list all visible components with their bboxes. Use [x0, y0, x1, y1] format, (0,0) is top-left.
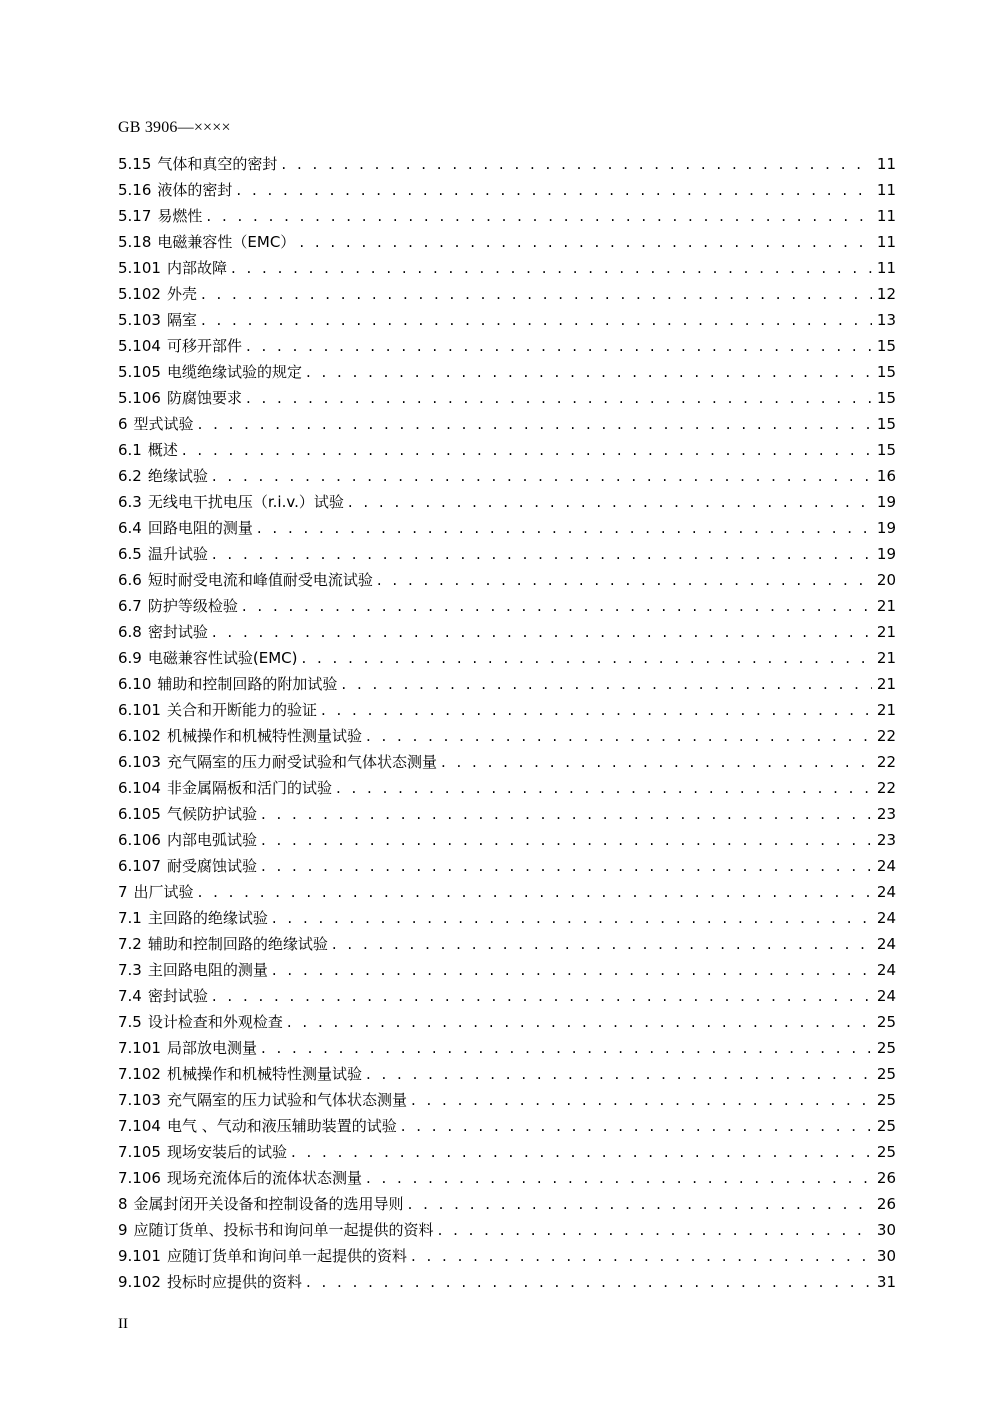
- toc-section-title: 绝缘试验: [147, 467, 208, 485]
- toc-section-number: 6.101: [118, 701, 161, 719]
- toc-section-number: 7.2: [118, 935, 142, 953]
- toc-section-number: 6.4: [118, 519, 142, 537]
- toc-section-title: 非金属隔板和活门的试验: [166, 779, 332, 797]
- toc-page-number: 19: [876, 545, 896, 563]
- toc-entry[interactable]: [118, 515, 896, 541]
- toc-dot-leader: [201, 281, 872, 307]
- toc-page-number: 26: [876, 1195, 896, 1213]
- toc-page-number: 21: [876, 701, 896, 719]
- toc-section-title: 液体的密封: [157, 181, 233, 199]
- toc-section-title: 易燃性: [157, 207, 203, 225]
- toc-section-number: 7.4: [118, 987, 142, 1005]
- toc-section-title: 辅助和控制回路的附加试验: [157, 675, 338, 693]
- toc-section-number: 5.104: [118, 337, 161, 355]
- toc-entry[interactable]: [118, 957, 896, 983]
- toc-section-title: 充气隔室的压力试验和气体状态测量: [166, 1091, 407, 1109]
- toc-dot-leader: [366, 1061, 872, 1087]
- toc-section-title: 隔室: [166, 311, 197, 329]
- toc-entry[interactable]: [118, 593, 896, 619]
- toc-section-number: 7.1: [118, 909, 142, 927]
- toc-section-number: 6.3: [118, 493, 142, 511]
- toc-entry[interactable]: [118, 151, 896, 177]
- toc-entry[interactable]: [118, 1165, 896, 1191]
- toc-section-title: 气体和真空的密封: [157, 155, 278, 173]
- toc-entry-label: [118, 229, 295, 255]
- toc-section-title: 设计检查和外观检查: [147, 1013, 283, 1031]
- toc-section-number: 5.105: [118, 363, 161, 381]
- toc-entry[interactable]: [118, 619, 896, 645]
- toc-page-number: 22: [876, 727, 896, 745]
- toc-section-title: 电磁兼容性（EMC）: [157, 233, 296, 251]
- toc-page-number: 11: [876, 259, 896, 277]
- toc-entry[interactable]: [118, 853, 896, 879]
- table-of-contents: [118, 151, 896, 1295]
- toc-section-title: 辅助和控制回路的绝缘试验: [147, 935, 328, 953]
- toc-entry[interactable]: [118, 333, 896, 359]
- toc-entry[interactable]: [118, 879, 896, 905]
- toc-entry[interactable]: [118, 723, 896, 749]
- toc-entry-label: [118, 385, 242, 411]
- toc-dot-leader: [198, 879, 872, 905]
- toc-page-number: 15: [876, 363, 896, 381]
- toc-entry-label: [118, 619, 208, 645]
- toc-entry[interactable]: [118, 1243, 896, 1269]
- toc-section-number: 6.5: [118, 545, 142, 563]
- toc-entry-label: [118, 411, 194, 437]
- toc-entry[interactable]: [118, 1009, 896, 1035]
- toc-entry-label: [118, 567, 373, 593]
- toc-entry[interactable]: [118, 567, 896, 593]
- toc-entry[interactable]: [118, 905, 896, 931]
- toc-section-number: 6.2: [118, 467, 142, 485]
- toc-dot-leader: [366, 723, 872, 749]
- toc-page-number: 25: [876, 1117, 896, 1135]
- toc-page-number: 15: [876, 389, 896, 407]
- toc-section-title: 出厂试验: [133, 883, 194, 901]
- toc-section-title: 充气隔室的压力耐受试验和气体状态测量: [166, 753, 437, 771]
- toc-entry[interactable]: [118, 541, 896, 567]
- toc-section-title: 防腐蚀要求: [166, 389, 242, 407]
- toc-dot-leader: [408, 1191, 872, 1217]
- toc-entry[interactable]: [118, 255, 896, 281]
- toc-dot-leader: [306, 359, 872, 385]
- toc-dot-leader: [261, 827, 872, 853]
- toc-page-number: 21: [876, 649, 896, 667]
- toc-section-number: 7.3: [118, 961, 142, 979]
- toc-page-number: 24: [876, 883, 896, 901]
- toc-section-number: 6.1: [118, 441, 142, 459]
- toc-entry-label: [118, 203, 202, 229]
- toc-dot-leader: [301, 645, 872, 671]
- toc-entry-label: [118, 593, 238, 619]
- toc-section-number: 5.17: [118, 207, 152, 225]
- toc-section-title: 型式试验: [133, 415, 194, 433]
- toc-page-number: 25: [876, 1039, 896, 1057]
- toc-entry-label: [118, 697, 317, 723]
- toc-dot-leader: [321, 697, 872, 723]
- toc-section-number: 5.15: [118, 155, 152, 173]
- toc-entry[interactable]: [118, 1269, 896, 1295]
- toc-section-title: 短时耐受电流和峰值耐受电流试验: [147, 571, 373, 589]
- toc-page-number: 24: [876, 987, 896, 1005]
- toc-entry[interactable]: [118, 463, 896, 489]
- toc-section-title: 无线电干扰电压（r.i.v.）试验: [147, 493, 344, 511]
- toc-entry[interactable]: [118, 749, 896, 775]
- toc-section-title: 金属封闭开关设备和控制设备的选用导则: [133, 1195, 404, 1213]
- toc-section-title: 温升试验: [147, 545, 208, 563]
- toc-page-number: 19: [876, 519, 896, 537]
- toc-page-number: 16: [876, 467, 896, 485]
- toc-page-number: 24: [876, 961, 896, 979]
- toc-dot-leader: [366, 1165, 872, 1191]
- toc-dot-leader: [212, 619, 872, 645]
- toc-page-number: 26: [876, 1169, 896, 1187]
- toc-entry-label: [118, 515, 253, 541]
- toc-entry[interactable]: [118, 1087, 896, 1113]
- toc-dot-leader: [212, 541, 872, 567]
- toc-section-title: 耐受腐蚀试验: [166, 857, 257, 875]
- toc-page-number: 13: [876, 311, 896, 329]
- toc-section-title: 应随订货单和询问单一起提供的资料: [166, 1247, 407, 1265]
- toc-page-number: 12: [876, 285, 896, 303]
- toc-section-number: 6.6: [118, 571, 142, 589]
- toc-entry-label: [118, 931, 328, 957]
- toc-dot-leader: [299, 229, 872, 255]
- toc-section-title: 密封试验: [147, 987, 208, 1005]
- toc-dot-leader: [206, 203, 872, 229]
- toc-page-number: 25: [876, 1091, 896, 1109]
- toc-entry[interactable]: [118, 1061, 896, 1087]
- toc-entry-label: [118, 1217, 434, 1243]
- toc-section-number: 9.102: [118, 1273, 161, 1291]
- toc-section-number: 9: [118, 1221, 128, 1239]
- toc-entry-label: [118, 359, 302, 385]
- toc-page-number: 20: [876, 571, 896, 589]
- toc-section-number: 7.106: [118, 1169, 161, 1187]
- toc-entry[interactable]: [118, 203, 896, 229]
- toc-entry-label: [118, 1139, 287, 1165]
- toc-section-number: 8: [118, 1195, 128, 1213]
- toc-section-number: 6.10: [118, 675, 152, 693]
- toc-entry-label: [118, 437, 178, 463]
- toc-entry-label: [118, 827, 257, 853]
- toc-entry-label: [118, 1243, 407, 1269]
- toc-entry-label: [118, 1087, 407, 1113]
- toc-section-title: 机械操作和机械特性测量试验: [166, 727, 362, 745]
- toc-section-number: 6.106: [118, 831, 161, 849]
- toc-section-title: 主回路电阻的测量: [147, 961, 268, 979]
- toc-section-number: 6: [118, 415, 128, 433]
- toc-entry-label: [118, 281, 197, 307]
- toc-dot-leader: [272, 957, 872, 983]
- toc-section-title: 应随订货单、投标书和询问单一起提供的资料: [133, 1221, 434, 1239]
- toc-entry[interactable]: [118, 801, 896, 827]
- toc-section-number: 5.106: [118, 389, 161, 407]
- toc-entry[interactable]: [118, 697, 896, 723]
- toc-section-title: 密封试验: [147, 623, 208, 641]
- toc-entry[interactable]: [118, 177, 896, 203]
- toc-section-number: 6.7: [118, 597, 142, 615]
- toc-entry-label: [118, 905, 268, 931]
- toc-dot-leader: [281, 151, 872, 177]
- toc-entry-label: [118, 983, 208, 1009]
- toc-dot-leader: [246, 333, 872, 359]
- toc-entry-label: [118, 1113, 397, 1139]
- toc-page-number: 11: [876, 181, 896, 199]
- toc-section-title: 电气 、气动和液压辅助装置的试验: [166, 1117, 397, 1135]
- toc-page-number: 11: [876, 155, 896, 173]
- toc-page-number: 25: [876, 1143, 896, 1161]
- toc-page-number: 30: [876, 1221, 896, 1239]
- toc-entry[interactable]: [118, 1139, 896, 1165]
- toc-page-number: 15: [876, 441, 896, 459]
- toc-dot-leader: [231, 255, 872, 281]
- toc-section-number: 6.107: [118, 857, 161, 875]
- toc-page-number: 11: [876, 233, 896, 251]
- toc-dot-leader: [401, 1113, 872, 1139]
- toc-page-number: 23: [876, 831, 896, 849]
- toc-section-number: 6.9: [118, 649, 142, 667]
- toc-page-number: 24: [876, 857, 896, 875]
- toc-dot-leader: [441, 749, 872, 775]
- toc-section-number: 7.104: [118, 1117, 161, 1135]
- toc-entry[interactable]: [118, 229, 896, 255]
- toc-entry-label: [118, 255, 227, 281]
- toc-section-title: 关合和开断能力的验证: [166, 701, 317, 719]
- toc-section-number: 6.105: [118, 805, 161, 823]
- toc-page-number: 24: [876, 935, 896, 953]
- toc-section-title: 防护等级检验: [147, 597, 238, 615]
- toc-section-title: 投标时应提供的资料: [166, 1273, 302, 1291]
- toc-entry[interactable]: [118, 931, 896, 957]
- toc-page-number: 24: [876, 909, 896, 927]
- toc-section-title: 主回路的绝缘试验: [147, 909, 268, 927]
- toc-dot-leader: [306, 1269, 872, 1295]
- toc-entry[interactable]: [118, 281, 896, 307]
- toc-section-number: 7.105: [118, 1143, 161, 1161]
- toc-section-number: 6.103: [118, 753, 161, 771]
- toc-page-number: 31: [876, 1273, 896, 1291]
- toc-entry-label: [118, 957, 268, 983]
- toc-section-title: 外壳: [166, 285, 197, 303]
- toc-dot-leader: [242, 593, 872, 619]
- toc-entry-label: [118, 801, 257, 827]
- toc-entry[interactable]: [118, 671, 896, 697]
- toc-section-number: 9.101: [118, 1247, 161, 1265]
- toc-entry[interactable]: [118, 775, 896, 801]
- toc-dot-leader: [257, 515, 872, 541]
- toc-entry-label: [118, 853, 257, 879]
- toc-entry[interactable]: [118, 489, 896, 515]
- toc-entry[interactable]: [118, 1217, 896, 1243]
- toc-section-title: 现场安装后的试验: [166, 1143, 287, 1161]
- toc-dot-leader: [212, 463, 872, 489]
- page-number-footer: II: [118, 1316, 128, 1332]
- toc-page-number: 22: [876, 753, 896, 771]
- toc-section-number: 5.103: [118, 311, 161, 329]
- toc-dot-leader: [332, 931, 872, 957]
- toc-section-number: 5.101: [118, 259, 161, 277]
- toc-section-title: 气候防护试验: [166, 805, 257, 823]
- toc-entry-label: [118, 645, 297, 671]
- toc-section-number: 6.8: [118, 623, 142, 641]
- toc-entry-label: [118, 879, 194, 905]
- toc-section-number: 6.102: [118, 727, 161, 745]
- toc-section-number: 5.102: [118, 285, 161, 303]
- toc-entry-label: [118, 1061, 362, 1087]
- toc-entry[interactable]: [118, 827, 896, 853]
- toc-section-number: 7.102: [118, 1065, 161, 1083]
- toc-entry[interactable]: [118, 645, 896, 671]
- toc-entry-label: [118, 1191, 404, 1217]
- toc-entry[interactable]: [118, 411, 896, 437]
- toc-dot-leader: [348, 489, 872, 515]
- toc-dot-leader: [272, 905, 872, 931]
- toc-page-number: 21: [876, 675, 896, 693]
- toc-dot-leader: [411, 1243, 872, 1269]
- toc-entry-label: [118, 177, 232, 203]
- toc-dot-leader: [236, 177, 872, 203]
- toc-entry[interactable]: [118, 385, 896, 411]
- toc-page-number: 15: [876, 415, 896, 433]
- toc-section-title: 概述: [147, 441, 178, 459]
- toc-section-title: 电缆绝缘试验的规定: [166, 363, 302, 381]
- toc-section-title: 局部放电测量: [166, 1039, 257, 1057]
- toc-page-number: 22: [876, 779, 896, 797]
- toc-dot-leader: [261, 853, 872, 879]
- toc-section-title: 现场充流体后的流体状态测量: [166, 1169, 362, 1187]
- toc-entry-label: [118, 463, 208, 489]
- toc-entry-label: [118, 307, 197, 333]
- toc-dot-leader: [341, 671, 872, 697]
- toc-page-number: 25: [876, 1065, 896, 1083]
- toc-dot-leader: [261, 1035, 872, 1061]
- toc-entry-label: [118, 671, 337, 697]
- toc-section-title: 回路电阻的测量: [147, 519, 253, 537]
- toc-section-title: 内部故障: [166, 259, 227, 277]
- toc-entry[interactable]: [118, 983, 896, 1009]
- toc-entry[interactable]: [118, 1191, 896, 1217]
- toc-entry[interactable]: [118, 1035, 896, 1061]
- toc-entry[interactable]: [118, 437, 896, 463]
- toc-section-number: 7: [118, 883, 128, 901]
- toc-entry-label: [118, 1009, 283, 1035]
- toc-section-number: 5.18: [118, 233, 152, 251]
- toc-entry-label: [118, 489, 344, 515]
- toc-entry-label: [118, 749, 437, 775]
- toc-section-title: 内部电弧试验: [166, 831, 257, 849]
- toc-entry-label: [118, 333, 242, 359]
- toc-page-number: 25: [876, 1013, 896, 1031]
- toc-page-number: 15: [876, 337, 896, 355]
- toc-section-title: 电磁兼容性试验(EMC): [147, 649, 298, 667]
- toc-dot-leader: [198, 411, 872, 437]
- toc-entry-label: [118, 723, 362, 749]
- toc-entry-label: [118, 775, 332, 801]
- toc-dot-leader: [287, 1009, 872, 1035]
- toc-section-title: 可移开部件: [166, 337, 242, 355]
- toc-section-number: 6.104: [118, 779, 161, 797]
- toc-page-number: 21: [876, 623, 896, 641]
- toc-entry-label: [118, 1035, 257, 1061]
- toc-entry-label: [118, 1269, 302, 1295]
- toc-section-number: 5.16: [118, 181, 152, 199]
- toc-section-number: 7.101: [118, 1039, 161, 1057]
- toc-entry[interactable]: [118, 307, 896, 333]
- toc-dot-leader: [336, 775, 872, 801]
- toc-section-title: 机械操作和机械特性测量试验: [166, 1065, 362, 1083]
- toc-entry[interactable]: [118, 1113, 896, 1139]
- toc-page-number: 19: [876, 493, 896, 511]
- toc-page-number: 30: [876, 1247, 896, 1265]
- toc-dot-leader: [291, 1139, 872, 1165]
- toc-page-number: 11: [876, 207, 896, 225]
- toc-entry-label: [118, 151, 277, 177]
- toc-section-number: 7.5: [118, 1013, 142, 1031]
- toc-dot-leader: [182, 437, 872, 463]
- toc-page-number: 21: [876, 597, 896, 615]
- toc-dot-leader: [246, 385, 872, 411]
- document-number-header: GB 3906—××××: [118, 119, 231, 136]
- toc-entry[interactable]: [118, 359, 896, 385]
- toc-page-number: 23: [876, 805, 896, 823]
- toc-dot-leader: [411, 1087, 872, 1113]
- toc-dot-leader: [377, 567, 872, 593]
- toc-entry-label: [118, 1165, 362, 1191]
- toc-dot-leader: [261, 801, 872, 827]
- toc-section-number: 7.103: [118, 1091, 161, 1109]
- toc-entry-label: [118, 541, 208, 567]
- toc-dot-leader: [212, 983, 872, 1009]
- toc-dot-leader: [201, 307, 872, 333]
- toc-dot-leader: [438, 1217, 872, 1243]
